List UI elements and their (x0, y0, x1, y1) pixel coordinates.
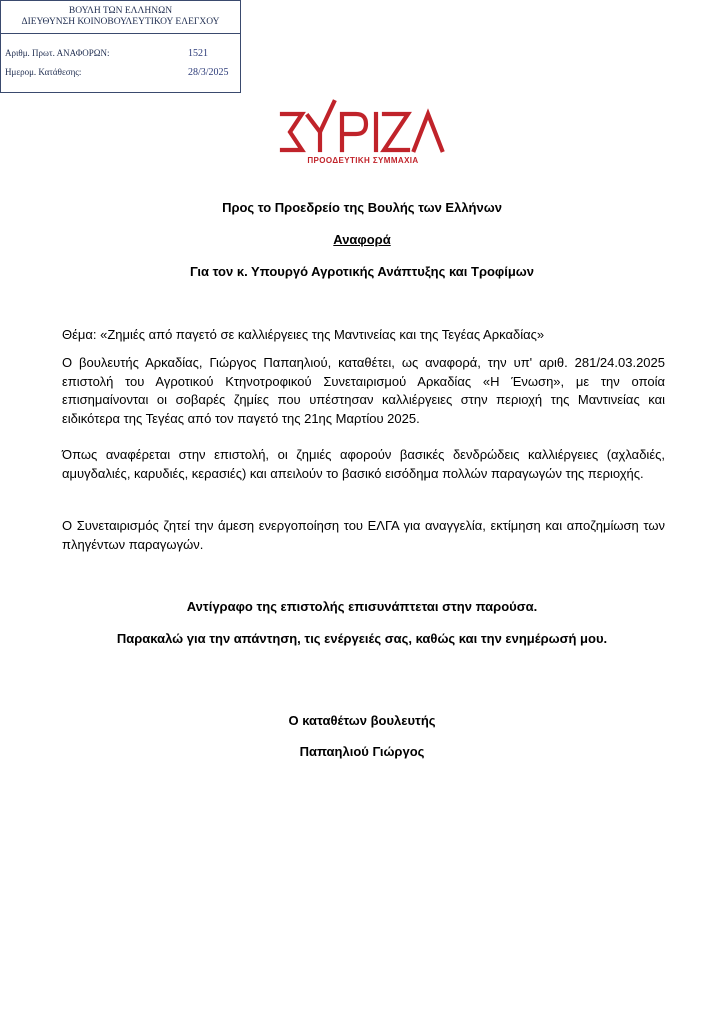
paragraph-3: Ο Συνεταιρισμός ζητεί την άμεση ενεργοποίηση του ΕΛΓΑ για αναγγελία, εκτίμηση και αποζημίωση των πληγέντων παραγωγών. (62, 518, 665, 552)
parliament-stamp (0, 0, 241, 93)
logo-subtitle: ΠΡΟΟΔΕΥΤΙΚΗ ΣΥΜΜΑΧΙΑ (307, 156, 419, 165)
stamp-divider (1, 33, 240, 34)
signer-name: Παπαηλιού Γιώργος (299, 744, 425, 759)
stamp-protocol-value: 1521 (188, 48, 208, 59)
addressee-line: Προς το Προεδρείο της Βουλής των Ελλήνων (222, 200, 502, 215)
syriza-logo (278, 96, 448, 168)
paragraph-2: Όπως αναφέρεται στην επιστολή, οι ζημιές αφορούν βασικές δενδρώδεις καλλιέργειες (αχλαδιές, αμυγδαλιές, καρυδιές, κερασιές) και απειλούν το βασικό εισόδημα πολλών παραγωγών της περιοχής. (62, 447, 665, 481)
doc-type-title: Αναφορά (333, 232, 391, 247)
subject-line: Θέμα: «Ζημιές από παγετό σε καλλιέργειες της Μαντινείας και της Τεγέας Αρκαδίας» (62, 327, 545, 342)
request-note: Παρακαλώ για την απάντηση, τις ενέργειές σας, καθώς και την ενημέρωσή μου. (116, 631, 608, 646)
syriza-wordmark (278, 96, 448, 154)
paragraph-1: Ο βουλευτής Αρκαδίας, Γιώργος Παπαηλιού, καταθέτει, ως αναφορά, την υπ' αριθ. 281/24.03.2025 επιστολή του Αγροτικού Κτηνοτροφικού Συνεταιρισμού Αρκαδίας «Η Ένωση», με την οποία επισημαίνονται οι σοβαρές ζημίες που υπέστησαν καλλιέργειες στην περιοχή της Μαντινείας και ειδικότερα της Τεγέας από τον παγετό της 21ης Μαρτίου 2025. (62, 355, 665, 426)
stamp-date-value: 28/3/2025 (188, 67, 229, 78)
attachment-note: Αντίγραφο της επιστολής επισυνάπτεται στην παρούσα. (186, 599, 538, 614)
stamp-protocol-label: Αριθμ. Πρωτ. ΑΝΑΦΟΡΩΝ: (5, 48, 110, 58)
stamp-date-label: Ημερομ. Κατάθεσης: (5, 67, 82, 77)
signer-title: Ο καταθέτων βουλευτής (288, 713, 436, 728)
recipient-line: Για τον κ. Υπουργό Αγροτικής Ανάπτυξης και Τροφίμων (189, 264, 535, 279)
doc-type-wrap (0, 232, 724, 247)
stamp-line-2: ΔΙΕΥΘΥΝΣΗ ΚΟΙΝΟΒΟΥΛΕΥΤΙΚΟΥ ΕΛΕΓΧΟΥ (21, 17, 220, 27)
stamp-line-1: ΒΟΥΛΗ ΤΩΝ ΕΛΛΗΝΩΝ (68, 6, 173, 16)
